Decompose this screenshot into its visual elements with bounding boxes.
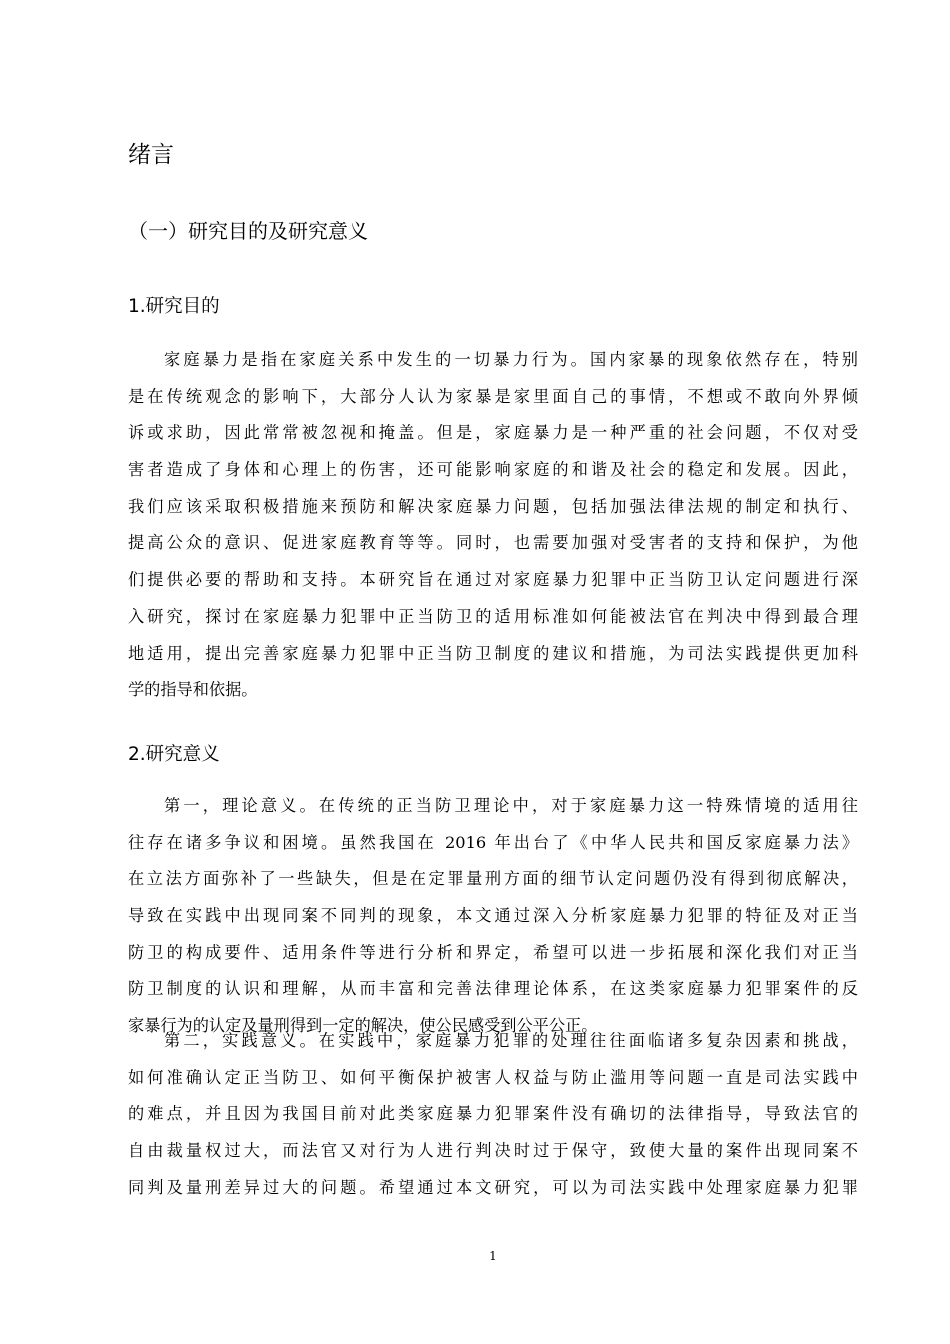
paragraph-line: 防卫制度的认识和理解，从而丰富和完善法律理论体系，在这类家庭暴力犯罪案件的反 [128,979,858,999]
paragraph-line: 们提供必要的帮助和支持。本研究旨在通过对家庭暴力犯罪中正当防卫认定问题进行深 [128,570,858,590]
paragraph-line: 学的指导和依据。 [128,680,258,700]
paragraph-line: 导致在实践中出现同案不同判的现象，本文通过深入分析家庭暴力犯罪的特征及对正当 [128,906,858,926]
paragraph-research-purpose [128,342,858,709]
subsection-title-research-purpose: 1.研究目的 [128,296,220,317]
paragraph-line: 往存在诸多争议和困境。虽然我国在 2016 年出台了《中华人民共和国反家庭暴力法》 [128,832,858,852]
paragraph-line: 是在传统观念的影响下，大部分人认为家暴是家里面自己的事情，不想或不敢向外界倾 [128,386,858,406]
paragraph-line: 的难点，并且因为我国目前对此类家庭暴力犯罪案件没有确切的法律指导，导致法官的 [128,1104,858,1124]
paragraph-practical-significance [128,1023,858,1206]
paragraph-line: 入研究，探讨在家庭暴力犯罪中正当防卫的适用标准如何能被法官在判决中得到最合理 [128,606,858,626]
paragraph-line: 害者造成了身体和心理上的伤害，还可能影响家庭的和谐及社会的稳定和发展。因此， [128,460,858,480]
page-number: 1 [489,1249,497,1263]
paragraph-line: 如何准确认定正当防卫、如何平衡保护被害人权益与防止滥用等问题一直是司法实践中 [128,1067,858,1087]
paragraph-line: 诉或求助，因此常常被忽视和掩盖。但是，家庭暴力是一种严重的社会问题，不仅对受 [128,423,858,443]
section-title: （一）研究目的及研究意义 [128,219,368,243]
paragraph-line: 自由裁量权过大，而法官又对行为人进行判决时过于保守，致使大量的案件出现同案不 [128,1141,858,1161]
paragraph-line: 防卫的构成要件、适用条件等进行分析和界定，希望可以进一步拓展和深化我们对正当 [128,942,858,962]
paragraph-line: 我们应该采取积极措施来预防和解决家庭暴力问题，包括加强法律法规的制定和执行、 [128,496,858,516]
paragraph-line: 家暴行为的认定及量刑得到一定的解决，使公民感受到公平公正。 [128,1016,598,1036]
document-page [128,0,858,1344]
paragraph-theoretical-significance [128,788,858,1045]
paragraph-line: 第二，实践意义。在实践中，家庭暴力犯罪的处理往往面临诸多复杂因素和挑战， [164,1031,858,1050]
chapter-title: 绪言 [128,142,174,168]
paragraph-line: 同判及量刑差异过大的问题。希望通过本文研究，可以为司法实践中处理家庭暴力犯罪 [128,1177,858,1197]
subsection-title-research-significance: 2.研究意义 [128,744,220,765]
paragraph-line: 在立法方面弥补了一些缺失，但是在定罪量刑方面的细节认定问题仍没有得到彻底解决， [128,869,858,889]
paragraph-line: 第一，理论意义。在传统的正当防卫理论中，对于家庭暴力这一特殊情境的适用往 [164,796,858,815]
paragraph-line: 提高公众的意识、促进家庭教育等等。同时，也需要加强对受害者的支持和保护，为他 [128,533,858,553]
paragraph-line: 家庭暴力是指在家庭关系中发生的一切暴力行为。国内家暴的现象依然存在，特别 [164,350,858,369]
paragraph-line: 地适用，提出完善家庭暴力犯罪中正当防卫制度的建议和措施，为司法实践提供更加科 [128,643,858,663]
